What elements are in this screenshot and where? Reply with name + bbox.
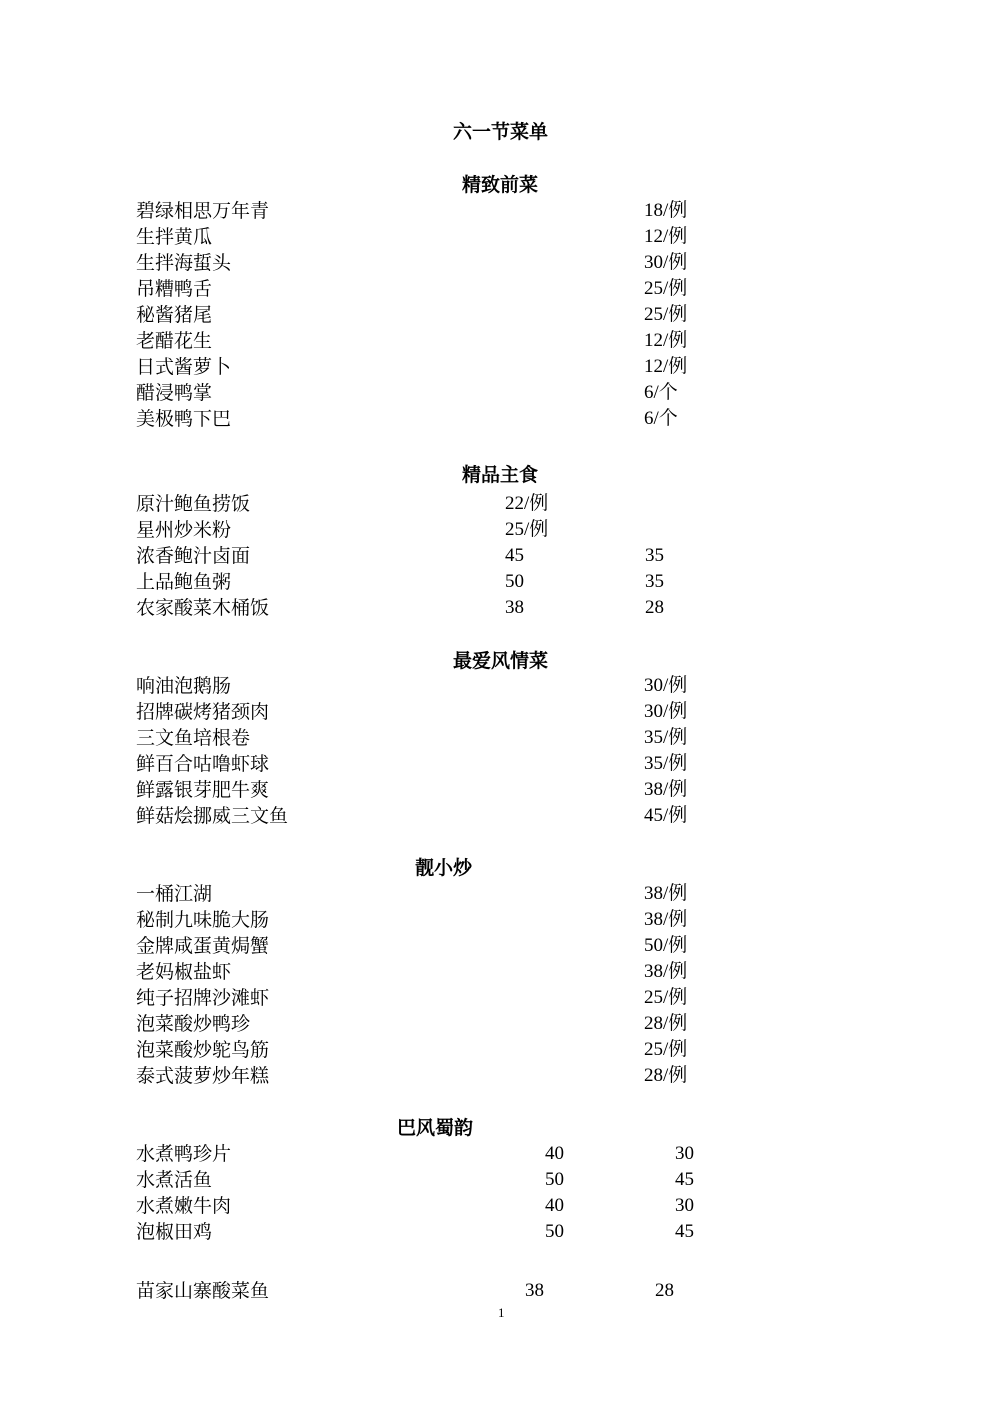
dish-price: 38/例	[644, 779, 688, 800]
dish-name: 生拌海蜇头	[136, 252, 232, 274]
dish-name: 金牌咸蛋黄焗蟹	[136, 935, 270, 957]
dish-price: 38/例	[644, 909, 688, 930]
dish-name: 老醋花生	[136, 330, 213, 352]
dish-name: 苗家山寨酸菜鱼	[136, 1280, 270, 1302]
dish-name: 响油泡鹅肠	[136, 675, 232, 697]
dish-price-large: 45	[505, 545, 524, 566]
dish-name: 美极鸭下巴	[136, 408, 232, 430]
dish-price: 30/例	[644, 675, 688, 696]
dish-name: 生拌黄瓜	[136, 226, 213, 248]
dish-price-large: 40	[545, 1195, 564, 1216]
dish-price-large: 50	[545, 1221, 564, 1242]
dish-price-large: 50	[545, 1169, 564, 1190]
dish-price: 30/例	[644, 252, 688, 273]
dish-price: 35/例	[644, 727, 688, 748]
dish-name: 招牌碳烤猪颈肉	[136, 701, 270, 723]
dish-price: 25/例	[644, 1039, 688, 1060]
dish-name: 农家酸菜木桶饭	[136, 597, 270, 619]
dish-name: 上品鲍鱼粥	[136, 571, 232, 593]
dish-price-small: 28	[655, 1280, 674, 1301]
dish-price: 18/例	[644, 200, 688, 221]
dish-price-small: 28	[645, 597, 664, 618]
dish-name: 泡椒田鸡	[136, 1221, 213, 1243]
dish-price: 6/个	[644, 382, 678, 403]
dish-price-large: 38	[505, 597, 524, 618]
dish-price-small: 30	[675, 1143, 694, 1164]
dish-name: 水煮嫩牛肉	[136, 1195, 232, 1217]
dish-name: 秘制九味脆大肠	[136, 909, 270, 931]
dish-name: 日式酱萝卜	[136, 356, 232, 378]
dish-price: 28/例	[644, 1013, 688, 1034]
section-heading-stir-fry: 靓小炒	[415, 857, 473, 879]
dish-name: 鲜百合咕噜虾球	[136, 753, 270, 775]
section-heading-sichuan: 巴风蜀韵	[397, 1117, 474, 1139]
dish-name: 泰式菠萝炒年糕	[136, 1065, 270, 1087]
dish-price: 12/例	[644, 226, 688, 247]
dish-price: 50/例	[644, 935, 688, 956]
menu-title: 六一节菜单	[453, 121, 549, 143]
dish-price: 38/例	[644, 961, 688, 982]
dish-name: 泡菜酸炒鸭珍	[136, 1013, 251, 1035]
dish-name: 醋浸鸭掌	[136, 382, 213, 404]
section-heading-appetizers: 精致前菜	[462, 174, 539, 196]
dish-name: 秘酱猪尾	[136, 304, 213, 326]
dish-name: 原汁鲍鱼捞饭	[136, 493, 251, 515]
dish-price: 35/例	[644, 753, 688, 774]
dish-price: 25/例	[644, 304, 688, 325]
dish-name: 浓香鲍汁卤面	[136, 545, 251, 567]
dish-name: 星州炒米粉	[136, 519, 232, 541]
dish-price-small: 45	[675, 1169, 694, 1190]
dish-name: 鲜菇烩挪威三文鱼	[136, 805, 289, 827]
dish-price-small: 35	[645, 571, 664, 592]
dish-price: 6/个	[644, 408, 678, 429]
dish-price: 12/例	[644, 356, 688, 377]
dish-name: 老妈椒盐虾	[136, 961, 232, 983]
dish-price: 38/例	[644, 883, 688, 904]
dish-name: 泡菜酸炒鸵鸟筋	[136, 1039, 270, 1061]
dish-price: 25/例	[505, 519, 549, 540]
dish-name: 吊糟鸭舌	[136, 278, 213, 300]
dish-name: 一桶江湖	[136, 883, 213, 905]
dish-price: 28/例	[644, 1065, 688, 1086]
section-heading-specialties: 最爱风情菜	[453, 650, 549, 672]
dish-name: 鲜露银芽肥牛爽	[136, 779, 270, 801]
dish-price-small: 45	[675, 1221, 694, 1242]
dish-price-large: 38	[525, 1280, 544, 1301]
dish-name: 纯子招牌沙滩虾	[136, 987, 270, 1009]
dish-price: 12/例	[644, 330, 688, 351]
dish-name: 水煮鸭珍片	[136, 1143, 232, 1165]
dish-price-small: 30	[675, 1195, 694, 1216]
dish-price: 22/例	[505, 493, 549, 514]
dish-price: 25/例	[644, 987, 688, 1008]
dish-price-large: 40	[545, 1143, 564, 1164]
dish-price: 45/例	[644, 805, 688, 826]
section-heading-staples: 精品主食	[462, 464, 539, 486]
dish-name: 三文鱼培根卷	[136, 727, 251, 749]
dish-name: 碧绿相思万年青	[136, 200, 270, 222]
dish-price-large: 50	[505, 571, 524, 592]
dish-name: 水煮活鱼	[136, 1169, 213, 1191]
dish-price: 30/例	[644, 701, 688, 722]
page-number: 1	[498, 1305, 505, 1320]
dish-price-small: 35	[645, 545, 664, 566]
dish-price: 25/例	[644, 278, 688, 299]
